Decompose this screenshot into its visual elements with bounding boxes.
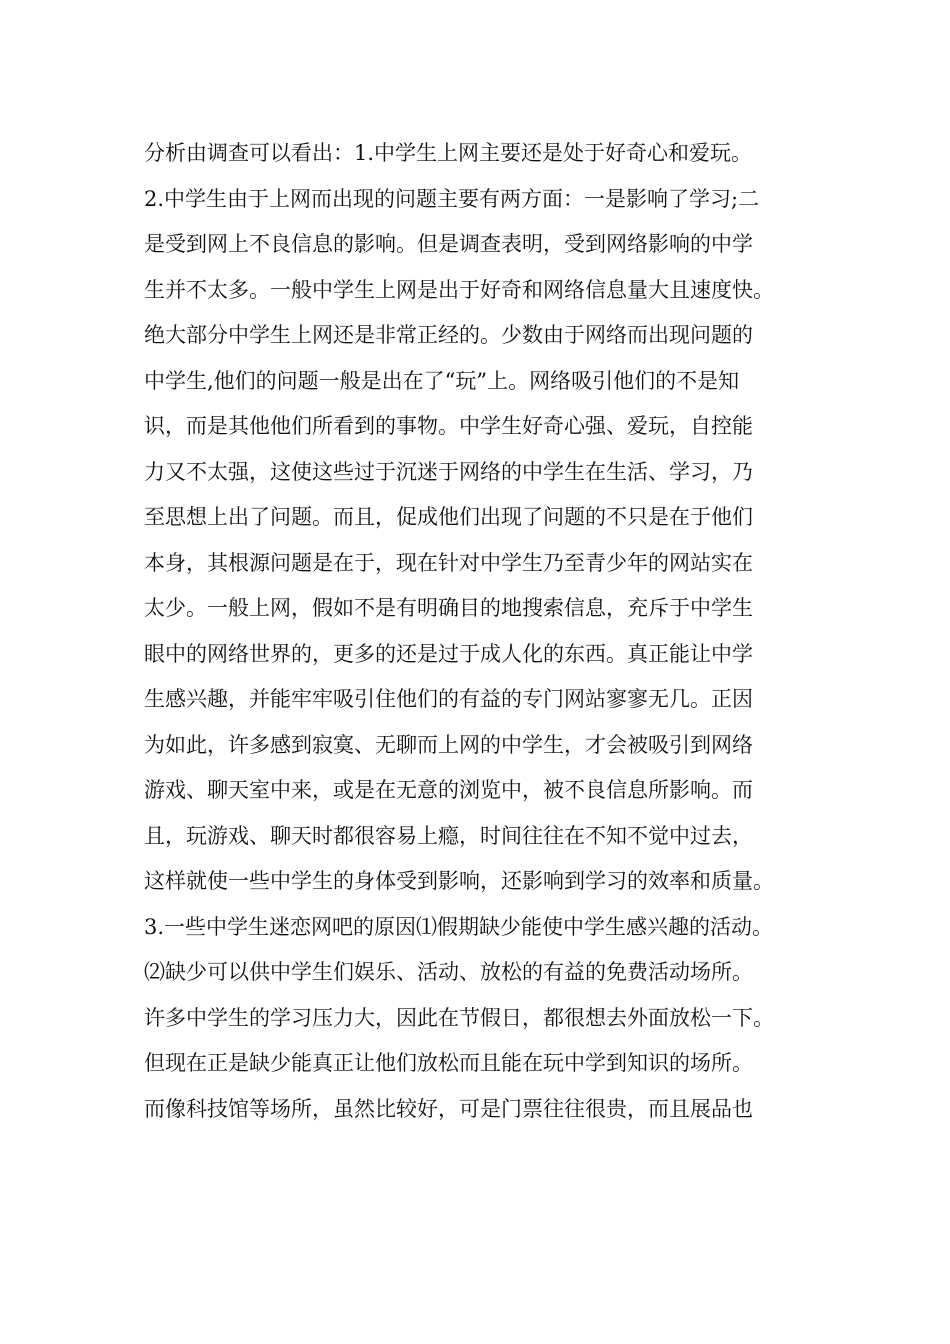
text-line: 是受到网上不良信息的影响。但是调查表明，受到网络影响的中学 (144, 232, 753, 256)
text-line: 但现在正是缺少能真正让他们放松而且能在玩中学到知识的场所。 (144, 1051, 753, 1075)
text-line: 识，而是其他他们所看到的事物。中学生好奇心强、爱玩，自控能 (144, 414, 753, 438)
text-line: ⑵缺少可以供中学生们娱乐、活动、放松的有益的免费活动场所。 (144, 960, 753, 984)
text-line: 中学生,他们的问题一般是出在了“玩”上。网络吸引他们的不是知 (144, 368, 740, 393)
text-line: 绝大部分中学生上网还是非常正经的。少数由于网络而出现问题的 (144, 323, 753, 347)
text-line: 2.中学生由于上网而出现的问题主要有两方面：一是影响了学习;二 (144, 186, 760, 211)
body-text (144, 131, 844, 1132)
text-line: 游戏、聊天室中来，或是在无意的浏览中，被不良信息所影响。而 (144, 778, 753, 802)
text-line: 3.一些中学生迷恋网吧的原因⑴假期缺少能使中学生感兴趣的活动。 (144, 914, 774, 939)
text-line: 至思想上出了问题。而且，促成他们出现了问题的不只是在于他们 (144, 505, 753, 529)
text-line: 而像科技馆等场所，虽然比较好，可是门票往往很贵，而且展品也 (144, 1096, 753, 1121)
text-line: 生感兴趣，并能牢牢吸引住他们的有益的专门网站寥寥无几。正因 (144, 687, 753, 711)
text-line: 分析由调查可以看出：1.中学生上网主要还是处于好奇心和爱玩。 (144, 141, 753, 165)
text-line: 眼中的网络世界的，更多的还是过于成人化的东西。真正能让中学 (144, 641, 753, 666)
text-line: 生并不太多。一般中学生上网是出于好奇和网络信息量大且速度快。 (144, 277, 774, 302)
text-line: 许多中学生的学习压力大，因此在节假日，都很想去外面放松一下。 (144, 1005, 774, 1030)
text-line: 这样就使一些中学生的身体受到影响，还影响到学习的效率和质量。 (144, 869, 774, 893)
text-line: 且，玩游戏、聊天时都很容易上瘾，时间往往在不知不觉中过去， (144, 823, 753, 848)
text-line: 本身，其根源问题是在于，现在针对中学生乃至青少年的网站实在 (144, 550, 753, 575)
text-line: 力又不太强，这使这些过于沉迷于网络的中学生在生活、学习，乃 (144, 459, 753, 484)
text-line: 为如此，许多感到寂寞、无聊而上网的中学生，才会被吸引到网络 (144, 732, 753, 757)
text-line: 太少。一般上网，假如不是有明确目的地搜索信息，充斥于中学生 (144, 596, 753, 620)
